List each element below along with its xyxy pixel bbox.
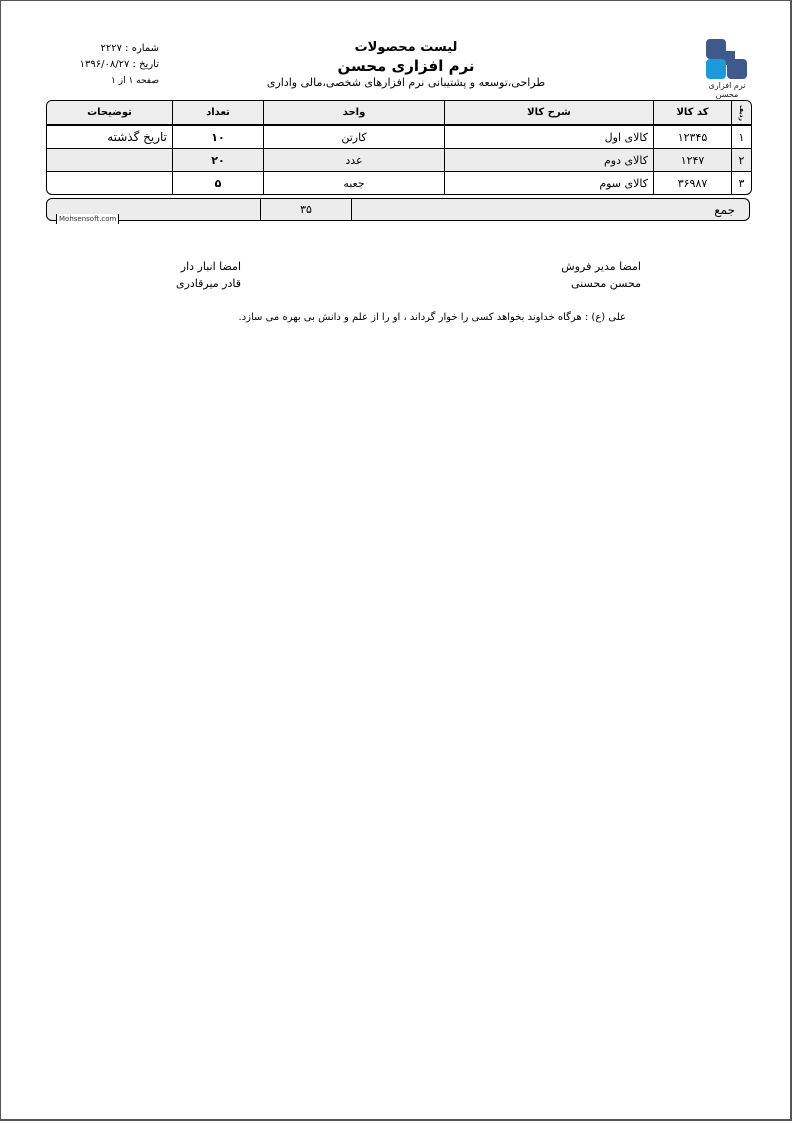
col-notes: توضیحات [87,107,132,118]
product-quantity: ۱۰ [172,126,263,148]
row-number: ۳ [731,172,751,194]
totals-row [46,198,750,221]
sales-signature [521,258,641,292]
table-row [47,171,751,194]
logo-shape-icon [727,59,747,79]
table-header-row [47,101,751,125]
product-code: ۱۲۴۷ [653,149,731,171]
row-number: ۱ [731,126,751,148]
company-subtitle: طراحی،توسعه و پشتیبانی نرم افزارهای شخصی،مالی واداری [266,76,546,89]
report-title: لیست محصولات [354,40,458,55]
storekeeper-signature-name: قادر میرقادری [175,277,241,290]
product-description: کالای اول [444,126,653,148]
storekeeper-signature-title: امضا انبار دار [180,260,241,273]
product-quantity: ۵ [172,172,263,194]
row-number: ۲ [731,149,751,171]
product-description: کالای سوم [444,172,653,194]
total-label: جمع [351,199,749,220]
logo-text: نرم افزاری محسن [708,81,746,99]
product-quantity: ۲۰ [172,149,263,171]
product-unit: عدد [263,149,444,171]
col-unit: واحد [263,101,444,124]
sales-signature-title: امضا مدیر فروش [561,260,641,273]
company-name: نرم افزاری محسن [337,57,475,75]
report-heading [251,39,561,91]
footer-quote: علی (ع) : هرگاه خداوند بخواهد کسی را خوار گرداند ، او را از علم و دانش بی بهره می سازد. [238,312,626,323]
logo-shape-icon [706,59,726,79]
company-logo [701,39,757,97]
product-notes [47,172,172,194]
product-unit: کارتن [263,126,444,148]
product-code: ۳۶۹۸۷ [653,172,731,194]
report-date: تاریخ : ۱۳۹۶/۰۸/۲۷ [79,59,159,70]
product-code: ۱۲۳۴۵ [653,126,731,148]
report-number: شماره : ۲۲۲۷ [100,43,159,54]
report-meta [49,41,159,89]
products-table [46,100,752,195]
table-row [47,125,751,148]
col-row-number: ردیف [731,101,751,124]
product-unit: جعبه [263,172,444,194]
col-description: شرح کالا [444,101,653,124]
storekeeper-signature [131,258,241,292]
total-quantity: ۳۵ [260,199,351,220]
col-quantity: تعداد [172,101,263,124]
col-code: کد کالا [653,101,731,124]
sales-signature-name: محسن محسنی [571,277,641,290]
product-notes [47,149,172,171]
table-row [47,148,751,171]
product-notes: تاریخ گذشته [107,130,167,144]
page-indicator: صفحه ۱ از ۱ [111,76,159,86]
brand-watermark: Mohsensoft.com [56,214,119,224]
product-description: کالای دوم [444,149,653,171]
